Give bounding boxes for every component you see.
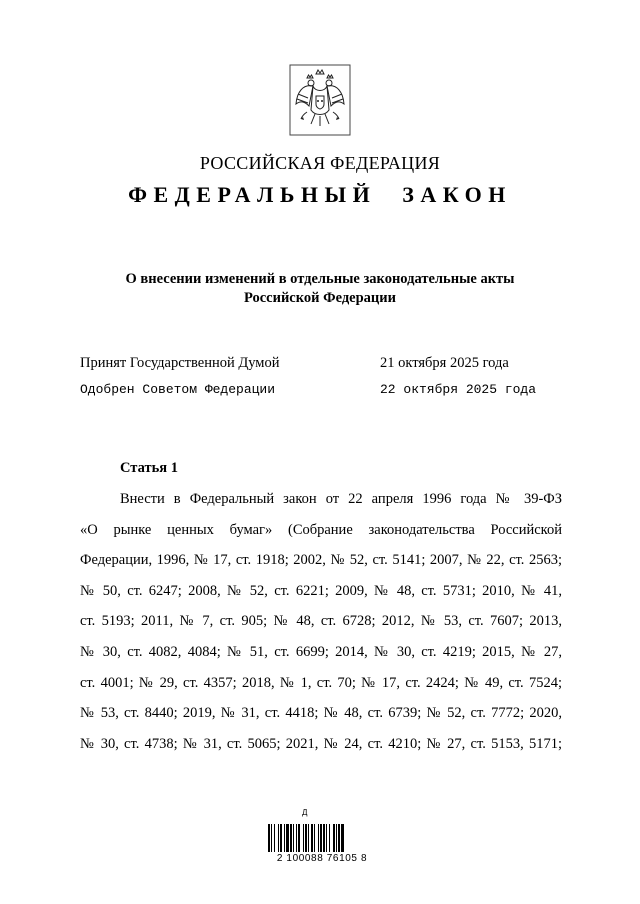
coat-of-arms-icon bbox=[289, 64, 351, 136]
barcode-bar bbox=[308, 824, 309, 852]
barcode-bar bbox=[280, 824, 282, 852]
barcode-bar bbox=[318, 824, 319, 852]
barcode-bar bbox=[268, 824, 270, 852]
adoption-date: 21 октября 2025 года bbox=[380, 355, 509, 371]
barcode-bars-icon bbox=[268, 824, 372, 852]
barcode-bar bbox=[323, 824, 325, 852]
article-text-line: «О рынке ценных бумаг» (Собрание законодательства Российской bbox=[80, 521, 562, 538]
barcode-number: 2 100088 76105 8 bbox=[276, 853, 368, 864]
article-body bbox=[80, 489, 562, 764]
barcode-bar bbox=[298, 824, 300, 852]
barcode bbox=[262, 808, 382, 866]
adoption-duma-row bbox=[80, 355, 560, 375]
barcode-bar bbox=[274, 824, 275, 852]
article-text-line: № 53, ст. 8440; 2019, № 31, ст. 4418; № 48, ст. 6739; № 52, ст. 7772; 2020, bbox=[80, 705, 562, 722]
barcode-bar bbox=[326, 824, 327, 852]
adoption-council-row bbox=[80, 382, 560, 402]
adoption-label: Принят Государственной Думой bbox=[80, 355, 280, 371]
barcode-bar bbox=[305, 824, 307, 852]
barcode-bar bbox=[320, 824, 322, 852]
barcode-bar bbox=[293, 824, 294, 852]
law-title bbox=[0, 270, 640, 308]
barcode-bar bbox=[271, 824, 272, 852]
law-title-line: Российской Федерации bbox=[243, 290, 396, 306]
article-text-line: № 30, ст. 4082, 4084; № 51, ст. 6699; 2014, № 30, ст. 4219; 2015, № 27, bbox=[80, 643, 562, 660]
barcode-bar bbox=[284, 824, 285, 852]
law-type-heading: ФЕДЕРАЛЬНЫЙ ЗАКОН bbox=[128, 182, 512, 207]
adoption-label: Одобрен Советом Федерации bbox=[80, 382, 276, 397]
article-title: Статья 1 bbox=[120, 460, 178, 476]
article-text-line: Федерации, 1996, № 17, ст. 1918; 2002, № 52, ст. 5141; 2007, № 22, ст. 2563; bbox=[80, 552, 562, 569]
barcode-bar bbox=[286, 824, 289, 852]
article-text-line: № 50, ст. 6247; 2008, № 52, ст. 6221; 2009, № 48, ст. 5731; 2010, № 41, bbox=[80, 582, 562, 599]
barcode-bar bbox=[278, 824, 279, 852]
article-text-line: Внести в Федеральный закон от 22 апреля 1996 года № 39-ФЗ bbox=[120, 491, 562, 507]
barcode-bar bbox=[336, 824, 337, 852]
barcode-bar bbox=[311, 824, 313, 852]
barcode-bar bbox=[341, 824, 344, 852]
article-text-line: ст. 4001; № 29, ст. 4357; 2018, № 1, ст. 70; № 17, ст. 2424; № 49, ст. 7524; bbox=[80, 674, 562, 691]
article-text-line: № 30, ст. 4738; № 31, ст. 5065; 2021, № 24, ст. 4210; № 27, ст. 5153, 5171; bbox=[80, 735, 562, 752]
barcode-bar bbox=[314, 824, 315, 852]
barcode-bar bbox=[338, 824, 340, 852]
adoption-date: 22 октября 2025 года bbox=[380, 382, 537, 397]
barcode-bar bbox=[290, 824, 292, 852]
barcode-bar bbox=[333, 824, 335, 852]
law-title-line: О внесении изменений в отдельные законодательные акты bbox=[125, 271, 515, 287]
barcode-bar bbox=[303, 824, 304, 852]
country-name: РОССИЙСКАЯ ФЕДЕРАЦИЯ bbox=[199, 153, 441, 173]
barcode-bar bbox=[296, 824, 297, 852]
article-text-line: ст. 5193; 2011, № 7, ст. 905; № 48, ст. 6728; 2012, № 53, ст. 7607; 2013, bbox=[80, 613, 562, 630]
barcode-mark: Д bbox=[302, 808, 308, 817]
barcode-bar bbox=[329, 824, 330, 852]
